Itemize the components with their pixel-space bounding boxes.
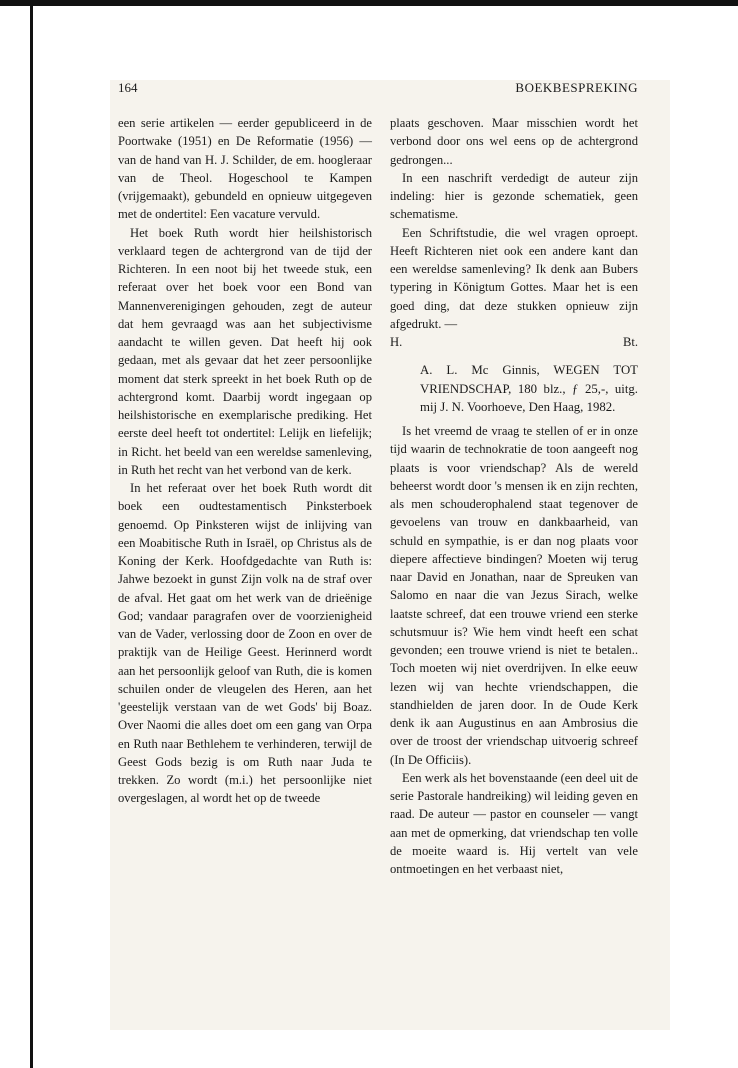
review-signature [390,333,638,351]
page-header [118,78,638,98]
paragraph: Een werk als het bovenstaande (een deel uit de serie Pastorale handreiking) wil leiding geven en raad. De auteur — pastor en counseler — vangt aan met de opmerking, dat vriendschap ten volle de moeite waard is. Hij vertelt van vele ontmoetingen en het verbaast niet, [390,770,638,876]
paragraph: plaats geschoven. Maar misschien wordt het verbond door ons wel eens op de achtergrond gedrongen... [390,116,638,167]
paragraph: In een naschrift verdedigt de auteur zijn indeling: hier is gezonde schematiek, geen schematisme. [390,170,638,222]
right-column [390,114,638,878]
page-number: 164 [118,80,138,95]
paragraph: Het boek Ruth wordt hier heilshistorisch verklaard tegen de achtergrond van de tijd der Richteren. In een noot bij het tweede stuk, een referaat over het boek voor een Bond van Mannenverenigingen gehouden, zegt de auteur dat hem gevraagd was aan het subjectivisme aandacht te willen geven. Dat heeft hij ook gedaan, met als gevaar dat het zeer persoonlijke moment dat sterk spreekt in het boek Ruth op de achtergrond komt. Daarbij wordt ingegaan op heilshistorische en exemplarische prediking. Het eerste deel heeft tot ondertitel: Lelijk en liefelijk; in Richt. het beeld van een wereldse samenleving, in Ruth het recht van het verbond van de kerk. [118,225,372,477]
signature-initial: H. [390,335,403,349]
paragraph: een serie artikelen — eerder gepubliceerd in de Poortwake (1951) en De Reformatie (1956) — van de hand van H. J. Schilder, de em. hoogleraar van de Theol. Hogeschool te Kampen (vrijgemaakt), gebundeld en opnieuw uitgegeven met de ondertitel: Een vacature vervuld. [118,116,372,222]
signature-author: Bt. [622,335,638,349]
running-title: BOEKBESPREKING [515,80,638,95]
left-border [30,0,33,1068]
book-citation: A. L. Mc Ginnis, WEGEN TOT VRIENDSCHAP, 180 blz., ƒ 25,-, uitg. mij J. N. Voorhoeve, Den Haag, 1982. [420,363,638,414]
left-column [118,114,372,808]
top-border [0,0,738,6]
paragraph: In het referaat over het boek Ruth wordt dit boek een oudtestamentisch Pinksterboek genoemd. Op Pinksteren wijst de inlijving van een Moabitische Ruth in Israël, op Christus als de Koning der Kerk. Hoofdgedachte van Ruth is: Jahwe bezoekt in gunst Zijn volk na de straf over de afval. Het gaat om het werk van de drieënige God; vandaar paragrafen over de voorzienigheid van de Vader, verlossing door de Zoon en over de praktijk van de Heilige Geest. Herinnerd wordt aan het persoonlijk geloof van Ruth, die is komen schuilen onder de vleugelen des Heren, aan het 'geestelijk verstaan van de wet Gods' bij Boaz. Over Naomi die alles doet om een gang van Orpa en Ruth naar Bethlehem te verhinderen, terwijl de Geest Gods bezig is om Ruth naar Juda te trekken. Zo wordt (m.i.) het persoonlijke niet overgeslagen, al wordt het op de tweede [118,481,372,806]
paragraph: Een Schriftstudie, die wel vragen oproept. Heeft Richteren niet ook een andere kant dan een wereldse samenleving? Ik denk aan Bubers typering in Königtum Gottes. Maar het is een goed ding, dat deze stukken opnieuw zijn afgedrukt. — [390,225,638,331]
paragraph: Is het vreemd de vraag te stellen of er in onze tijd waarin de technokratie de toon aangeeft nog plaats is voor vriendschap? Als de wereld beheerst wordt door 's mensen ik en zijn rechten, als men schouderophalend staat tegenover de gevoelens van trouw en dankbaarheid, van schuld en sympathie, is er dan nog plaats voor diepere affectieve bindingen? Moeten wij terug naar David en Jonathan, naar de Spreuken van Salomo en naar die van Jezus Sirach, welke laatste schreef, dat een trouwe vriend een sterke schutsmuur is? Wie hem vindt heeft een schat gevonden; een trouwe vriend is niet te betalen.. Toch moeten wij niet overdrijven. In elke eeuw lezen wij van hechte vriendschappen, die standhielden de jaren door. In de Oude Kerk denk ik aan Augustinus en aan Ambrosius die over de troost der vriendschap uitvoerig schreef (In De Officiis). [390,424,638,767]
